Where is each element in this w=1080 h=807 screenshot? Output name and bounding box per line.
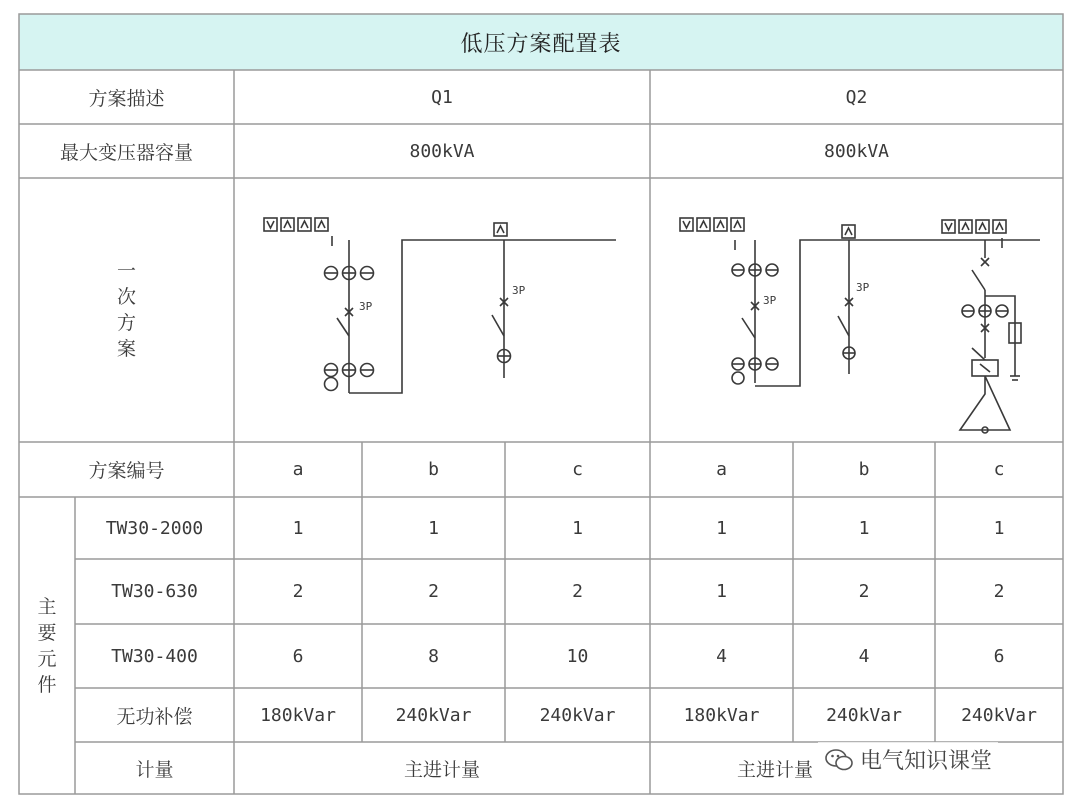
primary-label-char: 一 bbox=[116, 260, 136, 282]
table-cell: 4 bbox=[716, 645, 727, 667]
table-cell: 180kVar bbox=[683, 704, 760, 726]
table-cell: 2 bbox=[993, 581, 1005, 602]
table-cell: 1 bbox=[716, 581, 727, 602]
metering-q2: 主进计量 bbox=[736, 758, 813, 781]
scheme-no-label: 方案编号 bbox=[88, 460, 165, 482]
main-components-char: 元 bbox=[37, 647, 57, 670]
main-components-char: 主 bbox=[37, 595, 57, 618]
table-cell: 1 bbox=[993, 517, 1005, 539]
q1-feeder-label: 3P bbox=[512, 284, 526, 297]
capacity-q2: 800kVA bbox=[823, 140, 890, 162]
table-cell: 4 bbox=[858, 645, 870, 667]
q2-feeder-label: 3P bbox=[856, 281, 870, 294]
scheme-no-cell: c bbox=[993, 459, 1005, 480]
primary-label-char: 方 bbox=[116, 312, 136, 334]
row-label: TW30-400 bbox=[111, 645, 198, 667]
main-components-char: 件 bbox=[37, 673, 57, 696]
table-cell: 180kVar bbox=[260, 704, 336, 726]
scheme-q1-header: Q1 bbox=[431, 86, 453, 108]
q1-single-line-diagram bbox=[234, 178, 650, 442]
scheme-q2-header: Q2 bbox=[845, 86, 868, 108]
watermark bbox=[818, 742, 998, 777]
table-cell: 6 bbox=[993, 645, 1005, 667]
table-cell: 1 bbox=[858, 517, 870, 539]
table-cell: 1 bbox=[572, 517, 583, 539]
q1-breaker-label: 3P bbox=[359, 300, 373, 313]
table-cell: 2 bbox=[572, 581, 583, 602]
table-cell: 10 bbox=[566, 645, 589, 667]
table-cell: 8 bbox=[428, 645, 439, 667]
row-label: TW30-2000 bbox=[105, 517, 204, 539]
q2-breaker-label: 3P bbox=[763, 294, 777, 307]
table-cell: 240kVar bbox=[395, 704, 472, 726]
table-cell: 240kVar bbox=[961, 704, 1037, 726]
scheme-no-cell: b bbox=[858, 459, 870, 480]
scheme-desc-label: 方案描述 bbox=[88, 87, 165, 110]
primary-scheme-label bbox=[19, 178, 234, 442]
scheme-no-cell: a bbox=[716, 459, 727, 480]
scheme-no-cell: c bbox=[572, 459, 583, 480]
scheme-no-cell: a bbox=[292, 459, 304, 480]
metering-label: 计量 bbox=[135, 758, 174, 781]
table-cell: 1 bbox=[428, 517, 439, 539]
table-cell: 2 bbox=[858, 581, 870, 602]
table-title: 低压方案配置表 bbox=[460, 31, 622, 57]
q2-single-line-diagram bbox=[650, 178, 1063, 442]
main-components-label bbox=[19, 497, 75, 794]
table-cell: 1 bbox=[292, 517, 304, 539]
table-cell: 240kVar bbox=[539, 704, 616, 726]
meter-box-icon bbox=[264, 218, 328, 231]
table-cell: 6 bbox=[292, 645, 304, 667]
main-components-char: 要 bbox=[37, 621, 57, 644]
table-cell: 2 bbox=[428, 581, 439, 602]
row-label: 无功补偿 bbox=[116, 705, 193, 728]
row-label: TW30-630 bbox=[111, 581, 198, 602]
metering-q1: 主进计量 bbox=[403, 758, 480, 781]
watermark-text: 电气知识课堂 bbox=[860, 749, 993, 774]
primary-label-char: 次 bbox=[116, 286, 136, 308]
capacity-label: 最大变压器容量 bbox=[59, 141, 193, 164]
capacity-q1: 800kVA bbox=[409, 140, 475, 162]
table-cell: 240kVar bbox=[826, 704, 902, 726]
wechat-icon bbox=[824, 748, 854, 772]
table-cell: 2 bbox=[292, 581, 304, 602]
scheme-no-cell: b bbox=[428, 459, 439, 480]
primary-label-char: 案 bbox=[116, 338, 136, 360]
table-cell: 1 bbox=[716, 517, 727, 539]
